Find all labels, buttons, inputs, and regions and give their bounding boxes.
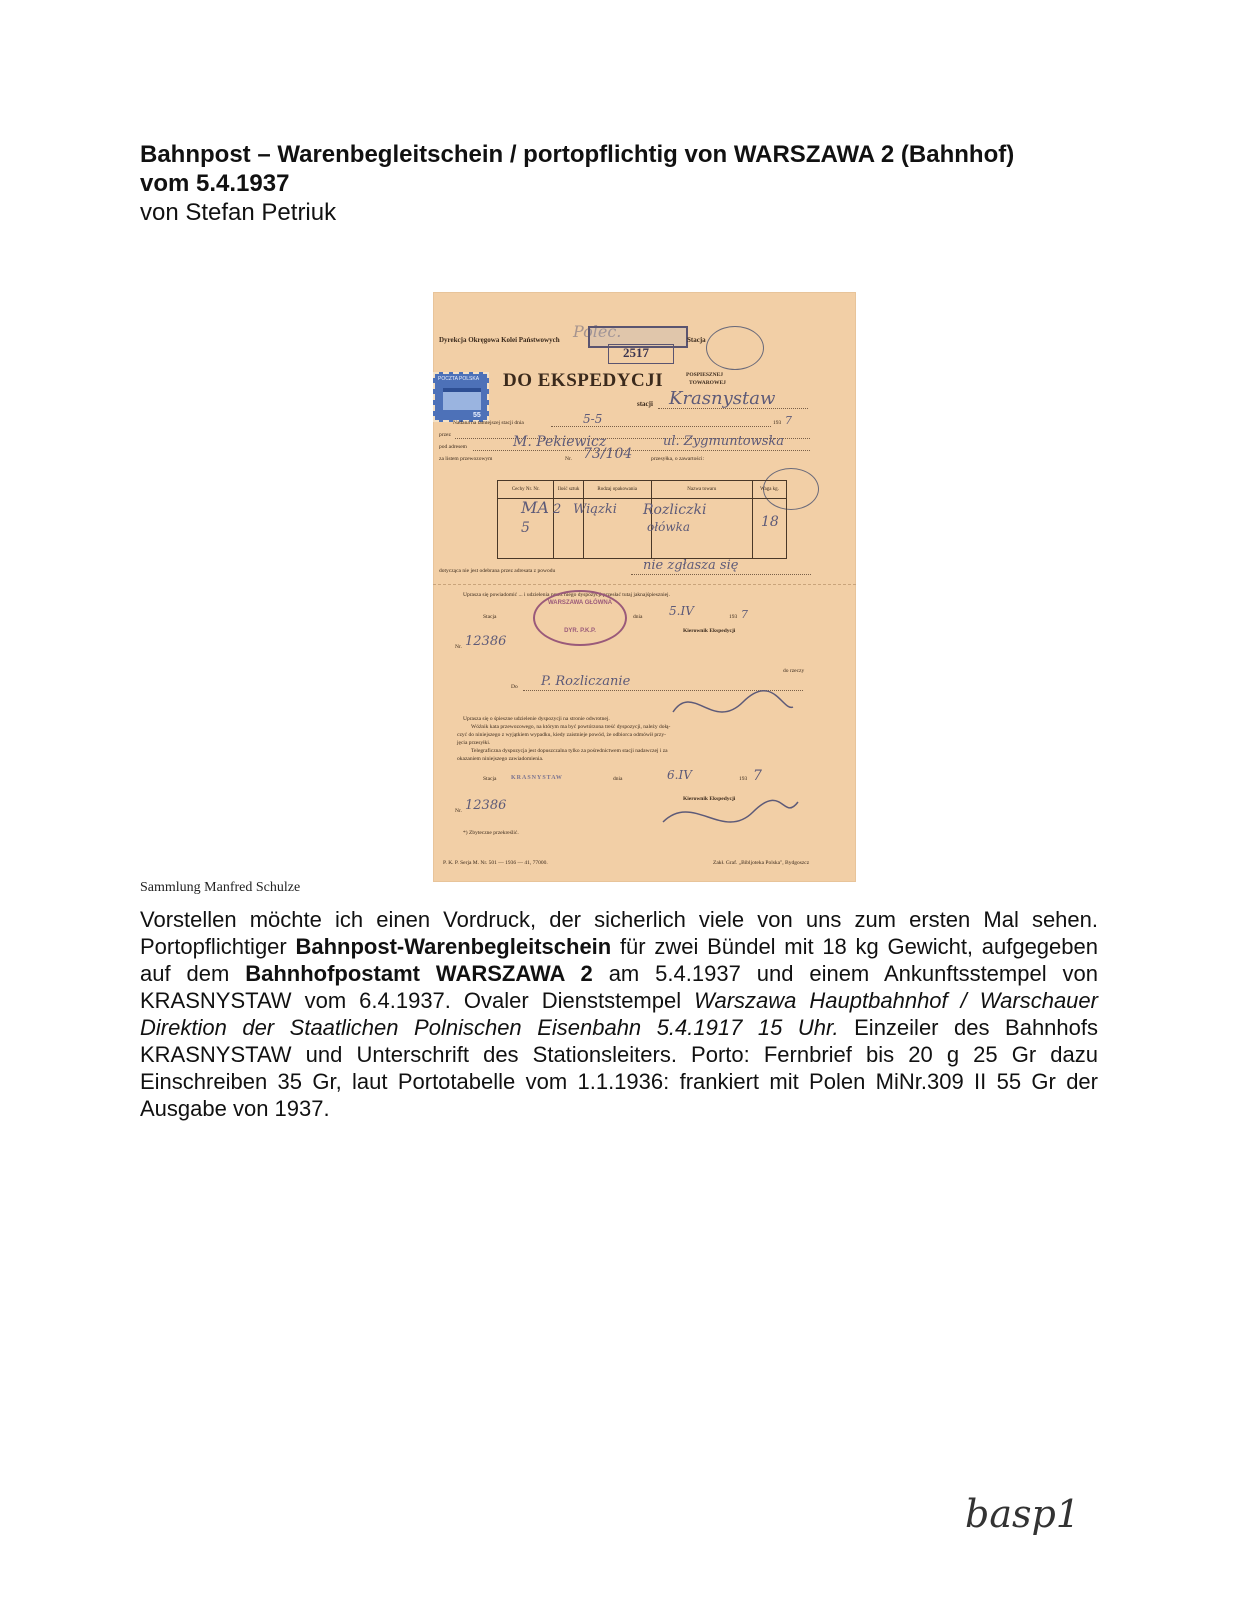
hand-row-1: MA (521, 498, 549, 517)
col-marks: Cechy Nr. Nr. (498, 481, 554, 499)
body-bold-1: Bahnpost-Warenbegleitschein (295, 934, 612, 959)
heading-date: vom 5.4.1937 (140, 170, 290, 197)
reg-label (608, 344, 674, 364)
goods-table (497, 480, 787, 559)
arrival-cancel-1 (706, 326, 764, 370)
dnia-label: dnia (633, 614, 643, 620)
hand-date-3: 6.IV (667, 768, 692, 782)
page-id-handwritten: basp1 (965, 1492, 1080, 1536)
body-bold-2: Bahnhofpostamt WARSZAWA 2 (245, 961, 593, 986)
kierownik-2: Kierownik Ekspedycji (683, 796, 736, 802)
signature-marks (653, 672, 803, 852)
hand-nr-1: 12386 (465, 634, 507, 649)
do-rzeczy: do rzeczy (783, 668, 805, 674)
doc-header: Dyrekcja Okręgowa Kolei Państwowych (439, 336, 560, 344)
year-2: 193 (729, 614, 738, 620)
stacji-label: stacji (637, 400, 653, 408)
description-paragraph (140, 906, 1098, 1122)
listem-label: za listem przewozowym (439, 456, 493, 462)
hand-row-qty: 2 (553, 502, 562, 517)
hand-top: Polec. (573, 322, 622, 341)
col-goods: Nazwa towaru (651, 481, 753, 499)
hand-row-goods-2: ołówka (647, 520, 691, 534)
body-italic-1: Warszawa Hauptbahnhof / Warschauer Direktion der Staatlichen Polnischen Eisenbahn 5.4.1917 15 Uhr. (140, 988, 1098, 1040)
hand-station: Krasnystaw (669, 388, 776, 409)
year-3: 193 (739, 776, 748, 782)
stacja-2-label: Stacja (483, 614, 497, 620)
nr-2-label: Nr. (455, 808, 462, 814)
reg-number: 2517 (623, 345, 649, 360)
hand-nr: 73/104 (583, 446, 633, 462)
hand-addr-2: ul. Zygmuntowska (663, 434, 785, 449)
note-2: Wóźnik kata przewozowego, na którym ma być powtórzona treść dyspozycji, należy dołą- (471, 724, 671, 730)
przez-label: przez (439, 432, 451, 438)
hand-year-2: 7 (741, 608, 748, 621)
dotyczaca-line (631, 574, 811, 575)
hand-date-2: 5.IV (669, 604, 694, 618)
doc-title-right-2: TOWAROWEJ (689, 380, 726, 386)
hand-year-3: 7 (753, 768, 762, 784)
hand-addr: M. Pekiewicz (513, 434, 607, 450)
col-weight: Waga kg. (753, 481, 787, 499)
body-part-1: Vorstellen möchte ich einen Vordruck, der sicherlich viele von uns zum ersten Mal sehen. Portopflichtiger (140, 907, 1098, 959)
station-label: Stacja (687, 336, 706, 344)
hand-do: P. Rozliczanie (541, 674, 631, 689)
hand-date-1: 5-5 (583, 412, 603, 426)
footer-right: Zakł. Graf. „Bibljoteka Polska", Bydgoszcz (713, 860, 810, 866)
postage-stamp (433, 372, 489, 422)
year-1: 193 (773, 420, 782, 426)
railway-document-image (433, 292, 856, 882)
hand-year-1: 7 (785, 414, 792, 427)
dotyczaca-label: dotycząca nie jest odebrana przez adresata z powodu (439, 568, 556, 574)
hand-row-goods: Rozliczki (643, 502, 707, 518)
przesylka-label: przesyłka, o zawartości: (651, 456, 704, 462)
dnia-2-label: dnia (613, 776, 623, 782)
heading-title: Bahnpost – Warenbegleitschein / portopflichtig von WARSZAWA 2 (Bahnhof) (140, 141, 1015, 168)
adresem-line (473, 450, 810, 451)
nadana-label: Nadana na tamtejszej stacji dnia (453, 420, 524, 426)
doc-title: DO EKSPEDYCJI (503, 370, 664, 391)
heading-author: von Stefan Petriuk (140, 199, 337, 226)
do-label: Do (511, 684, 518, 690)
adresem-label: pod adresem (439, 444, 467, 450)
note-3: czyć do niniejszego z wyjątkiem wypadku, kiedy zaistnieje powód, że odbiorca odmówił przy- (457, 732, 666, 738)
footer-left: P. K. P. Serja M. Nr. 501 — 1936 — 41, 77000. (443, 860, 548, 866)
oval-bottom-text: DYR. P.K.P. (564, 628, 596, 634)
hand-reason: nie zgłasza się (643, 558, 739, 573)
note-4: jęcia przesyłki. (457, 740, 491, 746)
collection-credit: Sammlung Manfred Schulze (140, 880, 301, 895)
upraszsa-text: Uprasza się powiadomić ... i udzielenia przez niego dyspozycji przesłać tutaj jaknajśpieszniej. (463, 592, 670, 598)
note-5: Telegraficzna dyspozycja jest dopuszczalna tylko za pośrednictwem stacji nadawczej i za (471, 748, 668, 754)
page-heading (140, 140, 1100, 227)
body-part-2: für zwei Bündel mit 18 kg Gewicht, aufgegeben auf dem (140, 934, 1098, 986)
hand-row-2: 5 (521, 520, 530, 536)
doc-title-right-1: POSPIESZNEJ (686, 372, 723, 378)
nadana-line (551, 426, 771, 427)
col-packing: Rodzaj opakowania (583, 481, 651, 499)
stacja-3-label: Stacja (483, 776, 497, 782)
nr-label: Nr. (565, 456, 572, 462)
col-qty: Ilość sztuk (554, 481, 583, 499)
footnote: *) Zbyteczne przekreślić. (463, 830, 519, 836)
hand-nr-2: 12386 (465, 798, 507, 813)
hand-weight: 18 (761, 514, 779, 530)
postage-stamp-value: 55 (473, 412, 481, 419)
postage-stamp-label: POCZTA POLSKA (438, 376, 480, 382)
building-icon (443, 388, 481, 410)
oval-top-text: WARSZAWA GŁÓWNA (547, 600, 613, 606)
body-part-4: Einzeiler des Bahnhofs KRASNYSTAW und Unterschrift des Stationsleiters. Porto: Fernbrief bis 20 g 25 Gr dazu Einschreiben 35 Gr, laut Portotabelle vom 1.1.1936: frankiert mit Polen MiNr.309 II 55 Gr der Ausgabe von 1937. (140, 1015, 1098, 1121)
note-6: okazaniem niniejszego zawiadomienia. (457, 756, 544, 762)
nr-1-label: Nr. (455, 644, 462, 650)
table-header-row (498, 481, 787, 499)
kierownik-1: Kierownik Ekspedycji (683, 628, 736, 634)
note-1: Uprasza się o śpieszne udzielenie dyspozycji na stronie odwrotnej. (463, 716, 610, 722)
krasnystaw-cachet: KRASNYSTAW (511, 775, 563, 781)
fold-line (433, 584, 856, 585)
hand-row-pack: Wiązki (573, 502, 617, 517)
body-part-3: am 5.4.1937 und einem Ankunftsstempel von KRASNYSTAW vom 6.4.1937. Ovaler Dienststempel (140, 961, 1098, 1013)
oval-service-stamp (533, 590, 627, 646)
